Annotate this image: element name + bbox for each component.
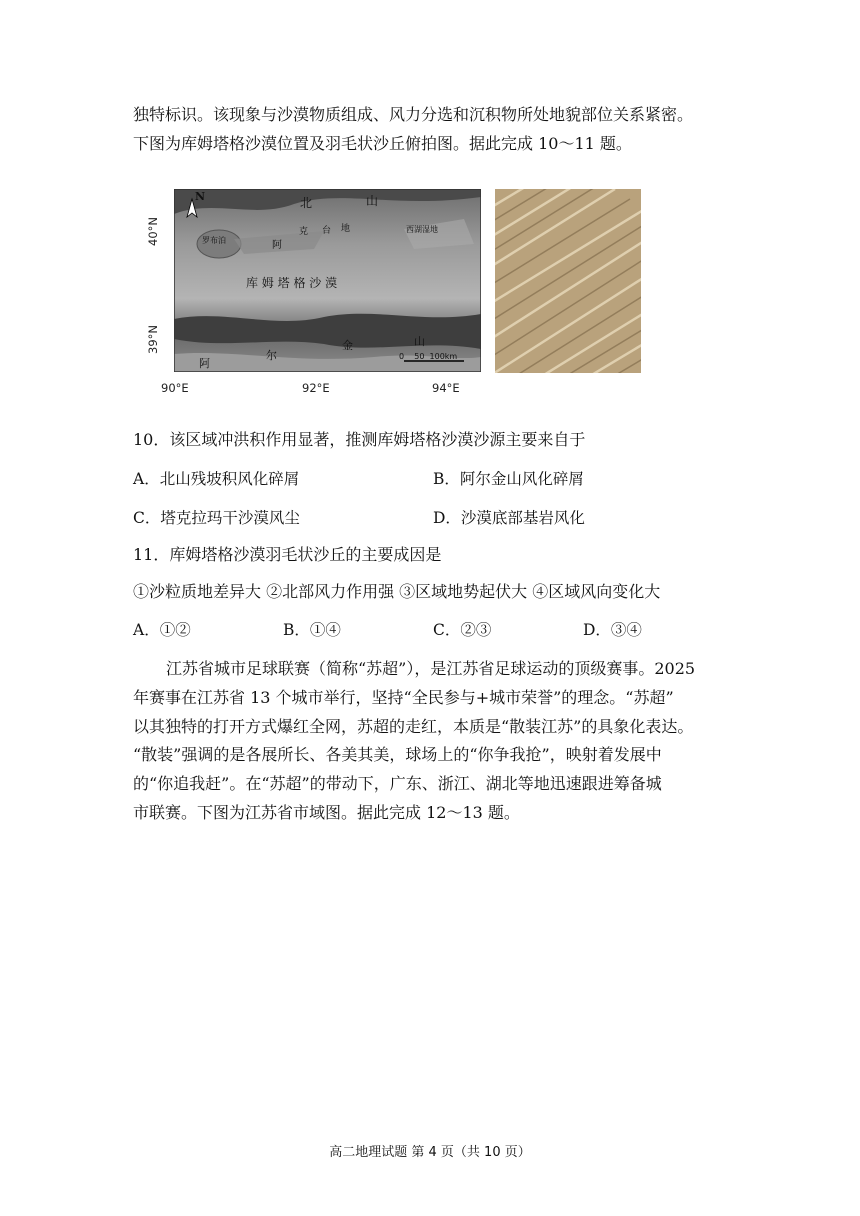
- map-label-beishan-2: 山: [366, 194, 379, 208]
- q10-option-c: C．塔克拉玛干沙漠风尘: [133, 509, 300, 527]
- lat-tick-39n: 39°N: [146, 325, 160, 354]
- map-label-aerjin-a: 阿: [199, 357, 210, 370]
- intro-line-1: 独特标识。该现象与沙漠物质组成、风力分选和沉积物所处地貌部位关系紧密。: [133, 105, 694, 124]
- passage-line-3: 以其独特的打开方式爆红全网，苏超的走红，本质是“散装江苏”的具象化表达。: [133, 717, 694, 736]
- map-label-beishan-1: 北: [300, 196, 313, 210]
- lon-tick-94e: 94°E: [432, 381, 460, 395]
- map-label-xihu: 西湖湿地: [406, 225, 438, 234]
- q10-stem: 10．该区域冲洪积作用显著，推测库姆塔格沙漠沙源主要来自于: [133, 430, 586, 449]
- feather-dune-photo: [495, 189, 641, 373]
- passage-line-4: “散装”强调的是各展所长、各美其美，球场上的“你争我抢”，映射着发展中: [133, 745, 662, 764]
- page-footer: 高二地理试题 第 4 页（共 10 页）: [329, 1145, 531, 1160]
- q11-option-a: A．①②: [133, 621, 191, 639]
- map-label-a: 阿: [272, 240, 282, 251]
- map-label-desert: 库 姆 塔 格 沙 漠: [246, 276, 338, 290]
- passage-line-5: 的“你追我赶”。在“苏超”的带动下，广东、浙江、湖北等地迅速跟进筹备城: [133, 774, 662, 793]
- map-label-di: 地: [341, 224, 351, 234]
- q11-stem: 11．库姆塔格沙漠羽毛状沙丘的主要成因是: [133, 545, 442, 564]
- q11-option-d: D．③④: [583, 621, 642, 639]
- map-label-aerjin-shan: 山: [414, 335, 425, 348]
- intro-line-2: 下图为库姆塔格沙漠位置及羽毛状沙丘俯拍图。据此完成 10～11 题。: [133, 134, 632, 153]
- passage-line-2: 年赛事在江苏省 13 个城市举行，坚持“全民参与+城市荣誉”的理念。“苏超”: [133, 688, 674, 707]
- lat-tick-40n: 40°N: [146, 217, 160, 246]
- q11-option-b: B．①④: [283, 621, 341, 639]
- north-arrow-label: N: [195, 190, 206, 203]
- q11-items: ①沙粒质地差异大 ②北部风力作用强 ③区域地势起伏大 ④区域风向变化大: [133, 582, 661, 601]
- q11-option-c: C．②③: [433, 621, 492, 639]
- passage-line-1: 江苏省城市足球联赛（简称“苏超”），是江苏省足球运动的顶级赛事。2025: [166, 659, 696, 678]
- q10-option-a: A．北山残坡积风化碎屑: [133, 470, 300, 488]
- passage-line-6: 市联赛。下图为江苏省市域图。据此完成 12～13 题。: [133, 803, 520, 822]
- lon-tick-90e: 90°E: [161, 381, 189, 395]
- lon-tick-92e: 92°E: [302, 381, 330, 395]
- q10-option-b: B．阿尔金山风化碎屑: [433, 470, 584, 488]
- q10-option-d: D．沙漠底部基岩风化: [433, 509, 585, 527]
- map-label-ke: 克: [299, 227, 309, 237]
- map-label-tai: 台: [322, 226, 332, 236]
- map-label-aerjin-er: 尔: [266, 349, 277, 362]
- map-label-luobu: 罗布泊: [202, 236, 226, 245]
- map-scale-bar: 0 50 100km: [399, 352, 458, 361]
- map-label-aerjin-jin: 金: [342, 339, 353, 352]
- kumtag-location-map: [174, 189, 481, 372]
